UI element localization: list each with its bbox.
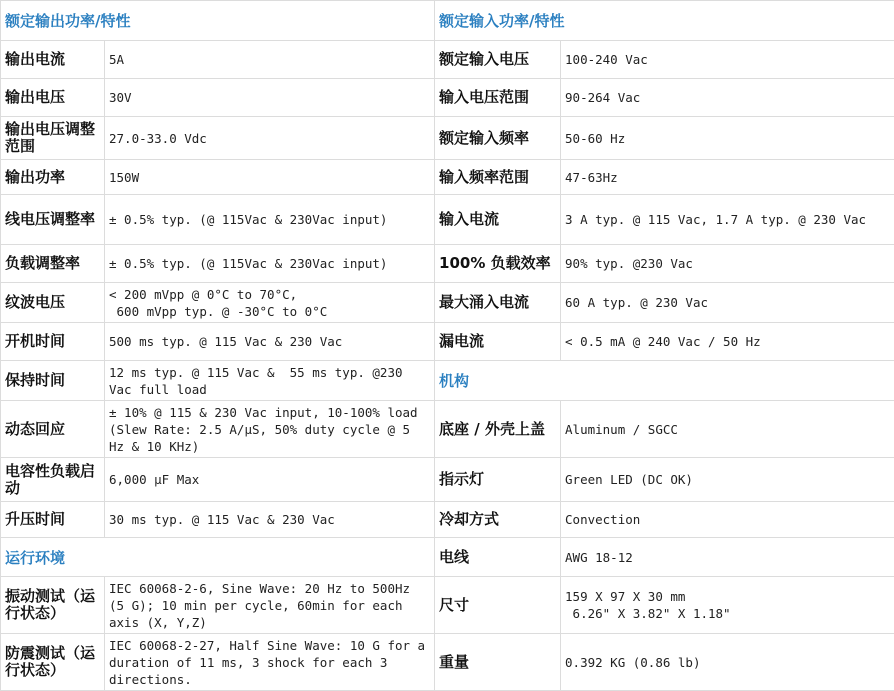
voltage-adjust-value: 27.0-33.0 Vdc [105,117,435,160]
table-row [1,634,894,691]
hold-time-value: 12 ms typ. @ 115 Vac & 55 ms typ. @230 Vac full load [105,361,435,401]
cooling-value: Convection [561,502,894,538]
chassis-value: Aluminum / SGCC [561,401,894,458]
ripple-label: 纹波电压 [1,283,105,323]
section-heading-output: 额定输出功率/特性 [1,1,435,41]
table-row [1,195,894,245]
table-row [1,283,894,323]
output-current-label: 输出电流 [1,41,105,79]
table-row [1,502,894,538]
leakage-current-label: 漏电流 [435,323,561,361]
input-current-label: 输入电流 [435,195,561,245]
input-range-value: 90-264 Vac [561,79,894,117]
input-voltage-label: 额定输入电压 [435,41,561,79]
table-row [1,401,894,458]
output-voltage-value: 30V [105,79,435,117]
input-frequency-value: 50-60 Hz [561,117,894,160]
vibration-value: IEC 60068-2-6, Sine Wave: 20 Hz to 500Hz (5 G); 10 min per cycle, 60min for each axis (X, Y,Z) [105,577,435,634]
weight-label: 重量 [435,634,561,691]
rise-time-label: 升压时间 [1,502,105,538]
shock-value: IEC 60068-2-27, Half Sine Wave: 10 G for a duration of 11 ms, 3 shock for each 3 directions. [105,634,435,691]
output-current-value: 5A [105,41,435,79]
table-row [1,160,894,195]
dimensions-label: 尺寸 [435,577,561,634]
table-row [1,458,894,502]
cooling-label: 冷却方式 [435,502,561,538]
line-regulation-value: ± 0.5% typ. (@ 115Vac & 230Vac input) [105,195,435,245]
line-regulation-label: 线电压调整率 [1,195,105,245]
indicator-label: 指示灯 [435,458,561,502]
efficiency-label: 100% 负载效率 [435,245,561,283]
input-voltage-value: 100-240 Vac [561,41,894,79]
voltage-adjust-label: 输出电压调整范围 [1,117,105,160]
rise-time-value: 30 ms typ. @ 115 Vac & 230 Vac [105,502,435,538]
capacitive-load-value: 6,000 μF Max [105,458,435,502]
inrush-current-label: 最大涌入电流 [435,283,561,323]
capacitive-load-label: 电容性负载启动 [1,458,105,502]
wire-label: 电线 [435,538,561,577]
table-row [1,361,894,401]
table-row [1,41,894,79]
load-regulation-value: ± 0.5% typ. (@ 115Vac & 230Vac input) [105,245,435,283]
startup-time-value: 500 ms typ. @ 115 Vac & 230 Vac [105,323,435,361]
efficiency-value: 90% typ. @230 Vac [561,245,894,283]
wire-value: AWG 18-12 [561,538,894,577]
dimensions-value: 159 X 97 X 30 mm 6.26" X 3.82" X 1.18" [561,577,894,634]
output-voltage-label: 输出电压 [1,79,105,117]
frequency-range-value: 47-63Hz [561,160,894,195]
input-range-label: 输入电压范围 [435,79,561,117]
table-row [1,323,894,361]
dynamic-response-label: 动态回应 [1,401,105,458]
leakage-current-value: < 0.5 mA @ 240 Vac / 50 Hz [561,323,894,361]
indicator-value: Green LED (DC OK) [561,458,894,502]
output-power-value: 150W [105,160,435,195]
startup-time-label: 开机时间 [1,323,105,361]
vibration-label: 振动测试（运行状态） [1,577,105,634]
ripple-value: < 200 mVpp @ 0°C to 70°C, 600 mVpp typ. @ -30°C to 0°C [105,283,435,323]
input-frequency-label: 额定输入频率 [435,117,561,160]
chassis-label: 底座 / 外壳上盖 [435,401,561,458]
shock-label: 防震测试（运行状态） [1,634,105,691]
table-row [1,79,894,117]
section-heading-mechanical: 机构 [435,361,894,401]
section-heading-input: 额定输入功率/特性 [435,1,894,41]
inrush-current-value: 60 A typ. @ 230 Vac [561,283,894,323]
load-regulation-label: 负载调整率 [1,245,105,283]
table-row [1,538,894,577]
output-power-label: 输出功率 [1,160,105,195]
input-current-value: 3 A typ. @ 115 Vac, 1.7 A typ. @ 230 Vac [561,195,894,245]
hold-time-label: 保持时间 [1,361,105,401]
table-row [1,245,894,283]
table-row [1,577,894,634]
section-heading-environment: 运行环境 [1,538,435,577]
table-row [1,1,894,41]
table-row [1,117,894,160]
frequency-range-label: 输入频率范围 [435,160,561,195]
dynamic-response-value: ± 10% @ 115 & 230 Vac input, 10-100% load (Slew Rate: 2.5 A/μS, 50% duty cycle @ 5 Hz & 10 KHz) [105,401,435,458]
weight-value: 0.392 KG (0.86 lb) [561,634,894,691]
